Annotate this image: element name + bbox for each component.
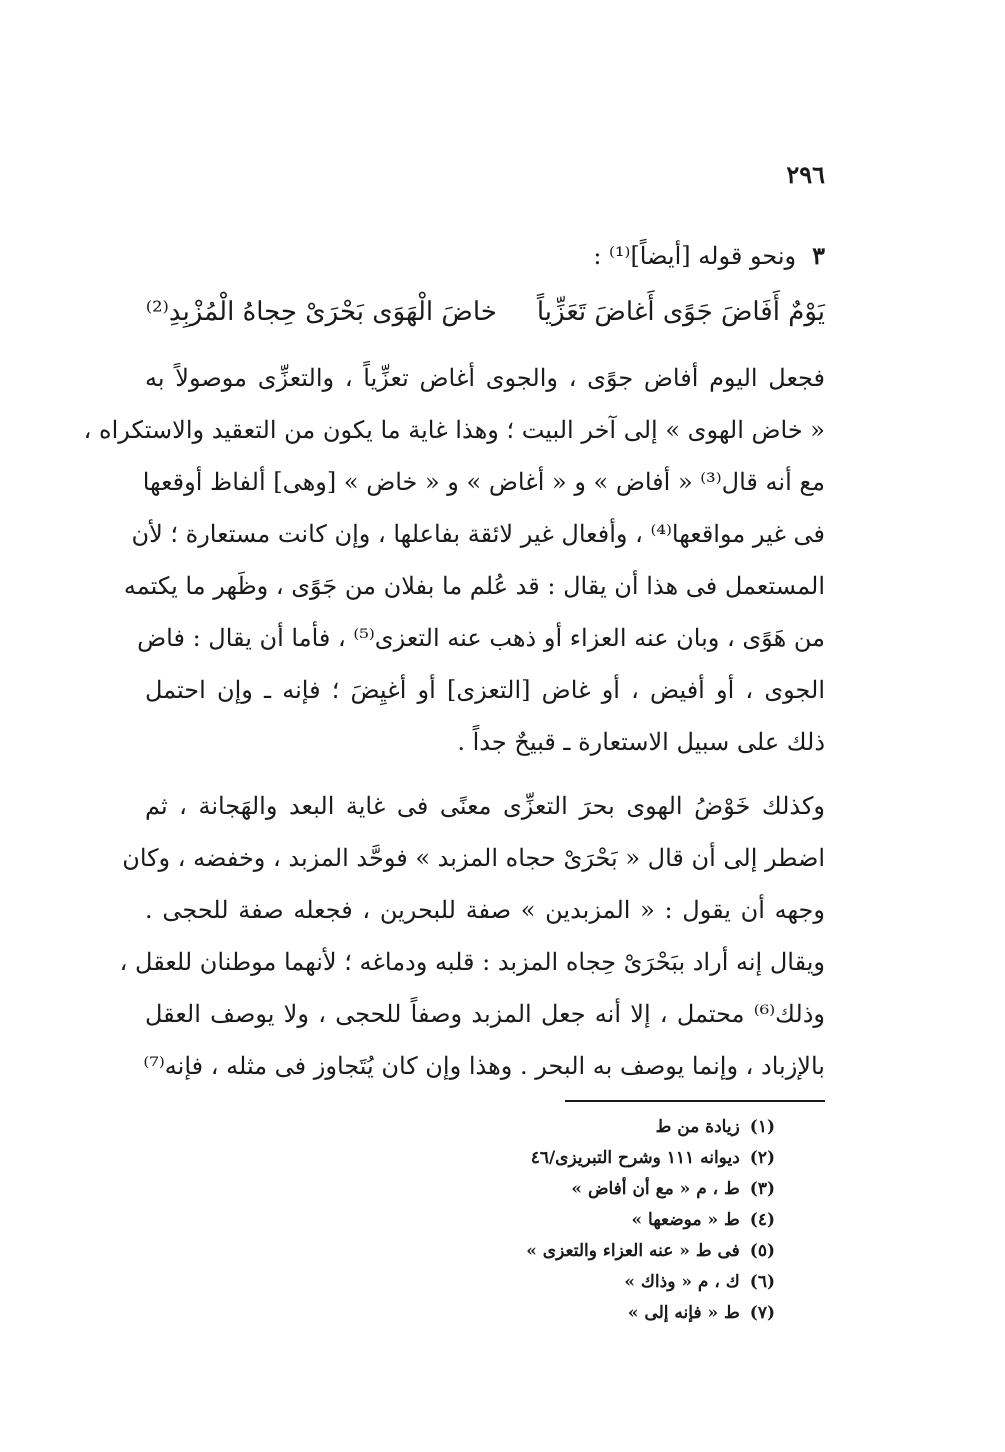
item-number: ٣ (812, 241, 825, 270)
footnote (355, 1143, 775, 1174)
text-line: وكذلك خَوْضُ الهوى بحرَ التعزِّى معنًى فى غاية البعد والهَجانة ، ثم (145, 792, 825, 820)
text-line: ويقال إنه أراد ببَحْرَىْ حِجاه المزبد : قلبه ودماغه ؛ لأنهما موطنان للعقل ، (119, 948, 825, 976)
verse-intro (175, 240, 825, 272)
footnote-text: ديوانه ١١١ وشرح التبريزى/٤٦ (530, 1148, 740, 1168)
page-number: ٢٩٦ (786, 160, 825, 189)
footnote-number: (٥) (749, 1241, 775, 1261)
footnote-number: (٤) (749, 1210, 775, 1230)
text-line: الجوى ، أو أفيض ، أو غاض [التعزى] أو أغيِضَ ؛ فإنه ـ وإن احتمل (145, 676, 825, 704)
footnote (355, 1174, 775, 1205)
footnote-number: (٢) (749, 1148, 775, 1168)
first-hemistich: يَوْمٌ أَفَاضَ جَوًى أَغاضَ تَعَزِّياً (536, 297, 825, 327)
text-line: « خاض الهوى » إلى آخر البيت ؛ وهذا غاية ما يكون من التعقيد والاستكراه ، (83, 416, 825, 444)
footnote-text: زيادة من ط (655, 1117, 740, 1137)
paragraph-1 (83, 352, 825, 768)
text-line: المستعمل فى هذا أن يقال : قد عُلم ما بفلان من جَوًى ، وظَهر ما يكتمه (123, 572, 825, 600)
footnote-number: (١) (749, 1117, 775, 1137)
text-line: بالإزباد ، وإنما يوصف به البحر . وهذا وإن كان يُتَجاوز فى مثله ، فإنه⁽⁷⁾ (143, 1052, 825, 1080)
text-line: ذلك على سبيل الاستعارة ـ قبيحٌ جداً . (457, 728, 825, 756)
text-line: وذلك⁽⁶⁾ محتمل ، إلا أنه جعل المزبد وصفاً للحجى ، ولا يوصف العقل (145, 1000, 825, 1028)
intro-text: ونحو قوله [أيضاً]⁽¹⁾ : (593, 242, 797, 270)
footnote (355, 1298, 775, 1329)
text-line: اضطر إلى أن قال « بَحْرَىْ حجاه المزبد » فوحَّد المزبد ، وخفضه ، وكان (122, 844, 825, 872)
footnote (355, 1236, 775, 1267)
footnote-text: فى ط « عنه العزاء والتعزى » (526, 1241, 740, 1261)
footnote (355, 1112, 775, 1143)
footnote-divider (565, 1100, 825, 1102)
text-line: وجهه أن يقول : « المزبدين » صفة للبحرين ، فجعله صفة للحجى . (145, 896, 825, 924)
paragraph-2 (119, 780, 825, 1092)
footnote-number: (٦) (749, 1272, 775, 1292)
footnote-number: (٣) (749, 1179, 775, 1199)
footnote-text: ط « فإنه إلى » (627, 1303, 740, 1323)
footnote (355, 1267, 775, 1298)
text-line: فى غير مواقعها⁽⁴⁾ ، وأفعال غير لائقة بفاعلها ، وإن كانت مستعارة ؛ لأن (131, 520, 825, 548)
text-line: فجعل اليوم أفاض جوًى ، والجوى أغاض تعزِّياً ، والتعزِّى موصولاً به (145, 364, 825, 392)
text-line: من هَوًى ، وبان عنه العزاء أو ذهب عنه التعزى⁽⁵⁾ ، فأما أن يقال : فاض (137, 624, 825, 652)
footnote-number: (٧) (749, 1303, 775, 1323)
second-hemistich: خاضَ الْهَوَى بَحْرَىْ حِجاهُ الْمُزْبِدِ⁽²⁾ (145, 297, 497, 327)
text-line: مع أنه قال⁽³⁾ « أفاض » و « أغاض » و « خاض » [وهى] ألفاظ أوقعها (142, 468, 825, 496)
footnote-text: ط ، م « مع أن أفاض » (571, 1179, 740, 1199)
footnote-text: ك ، م « وذاك » (624, 1272, 740, 1292)
poem-verse (145, 292, 825, 332)
footnotes (355, 1112, 775, 1329)
footnote (355, 1205, 775, 1236)
footnote-text: ط « موضعها » (631, 1210, 740, 1230)
